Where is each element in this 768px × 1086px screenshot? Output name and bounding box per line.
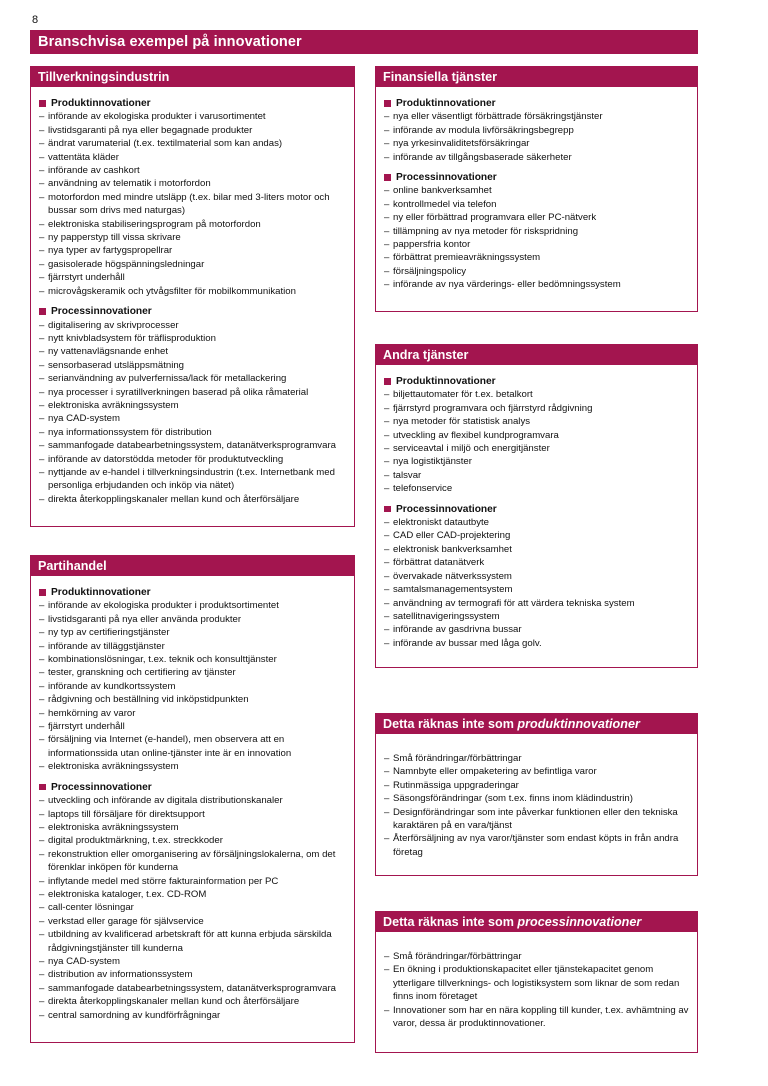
list-item: – verkstad eller garage för självservice [39,915,350,928]
list-item: – elektroniska stabiliseringsprogram på motorfordon [39,218,350,231]
list-item: – hemkörning av varor [39,707,350,720]
list-item: – direkta återkopplingskanaler mellan kund och återförsäljare [39,995,350,1008]
title-part: som [484,915,518,929]
list-item: – telefonservice [384,482,693,495]
section-title: Produktinnovationer [39,97,350,110]
list-item: – rekonstruktion eller omorganisering av försäljningslokalerna, om det förenklar inköpen för kunderna [39,848,350,875]
list-item: – användning av termografi för att värdera tekniska system [384,597,693,610]
list-item: – vattentäta kläder [39,151,350,164]
list-item: – utbildning av kvalificerad arbetskraft för att kunna erbjuda särskilda rådgivningstjänster till kunderna [39,928,350,955]
list-item: – nya typer av fartygspropellrar [39,244,350,257]
box-inte-process [375,911,698,1053]
list-item: – nya metoder för statistisk analys [384,415,693,428]
box-partihandel [30,555,355,1043]
page-number: 8 [32,14,39,26]
item-list [384,752,693,859]
list-item: – laptops till försäljare för direktsupport [39,808,350,821]
list-item: – införande av ekologiska produkter i varusortimentet [39,110,350,123]
list-item: – införande av kundkortssystem [39,680,350,693]
list-item: – fjärrstyrt underhåll [39,720,350,733]
section-title: Produktinnovationer [384,97,693,110]
list-item: – microvågskeramik och ytvågsfilter för mobilkommunikation [39,285,350,298]
section-title: Produktinnovationer [39,586,350,599]
list-item: – nytt knivbladsystem för träflisproduktion [39,332,350,345]
list-item: – elektroniskt datautbyte [384,516,693,529]
list-item: – rådgivning och beställning vid inköpstidpunkten [39,693,350,706]
list-item: – förbättrat datanätverk [384,556,693,569]
list-item: – införande av tilläggstjänster [39,640,350,653]
list-item: – CAD eller CAD-projektering [384,529,693,542]
list-item: – sensorbaserad utsläppsmätning [39,359,350,372]
list-item: – Designförändringar som inte påverkar funktionen eller den tekniska karaktären på en vara/tjänst [384,806,693,833]
list-item: – nya CAD-system [39,412,350,425]
item-list [384,388,693,495]
section-title: Processinnovationer [384,503,693,516]
title-part: Detta räknas [383,915,463,929]
list-item: – införande av bussar med låga golv. [384,637,693,650]
list-item: – satellitnavigeringssystem [384,610,693,623]
section-title: Processinnovationer [384,171,693,184]
title-part: som [484,717,518,731]
list-item: – elektroniska avräkningssystem [39,399,350,412]
list-item: – Namnbyte eller ompaketering av befintliga varor [384,765,693,778]
list-item: – införande av modula livförsäkringsbegrepp [384,124,693,137]
list-item: – införande av ekologiska produkter i produktsortimentet [39,599,350,612]
list-item: – online bankverksamhet [384,184,693,197]
list-item: – ny papperstyp till vissa skrivare [39,231,350,244]
list-item: – distribution av informationssystem [39,968,350,981]
box-title: Andra tjänster [375,345,698,365]
list-item: – ändrat varumaterial (t.ex. textilmaterial som kan andas) [39,137,350,150]
list-item: – samtalsmanagementsystem [384,583,693,596]
list-item: – pappersfria kontor [384,238,693,251]
list-item: – Återförsäljning av nya varor/tjänster som endast köpts in från andra företag [384,832,693,859]
list-item: – nya informationssystem för distribution [39,426,350,439]
list-item: – utveckling och införande av digitala distributionskanaler [39,794,350,807]
box-finansiella [375,66,698,312]
list-item: – nya processer i syratillverkningen baserad på olika råmaterial [39,386,350,399]
item-list [39,599,350,773]
title-part: processinnovationer [517,915,642,929]
list-item: – Innovationer som har en nära koppling till kunder, t.ex. avhämtning av varor, dessa är produktinnovationer. [384,1004,693,1031]
list-item: – digital produktmärkning, t.ex. streckkoder [39,834,350,847]
list-item: – digitalisering av skrivprocesser [39,319,350,332]
box-title: Tillverkningsindustrin [30,67,355,87]
item-list [384,110,693,164]
list-item: – livstidsgaranti på nya eller använda produkter [39,613,350,626]
item-list [384,184,693,291]
list-item: – Rutinmässiga uppgraderingar [384,779,693,792]
list-item: – nyttjande av e-handel i tillverkningsindustrin (t.ex. Internetbank med personliga erbjudanden och inköp via nätet) [39,466,350,493]
list-item: – En ökning i produktionskapacitet eller tjänstekapacitet genom ytterligare tillverknings- och logistiksystem som liknar de som redan finns inom företaget [384,963,693,1003]
list-item: – elektroniska avräkningssystem [39,821,350,834]
list-item: – motorfordon med mindre utsläpp (t.ex. bilar med 3-liters motor och bussar som drivs med naturgas) [39,191,350,218]
list-item: – sammanfogade databearbetningssystem, datanätverksprogramvara [39,982,350,995]
list-item: – införande av nya värderings- eller bedömningssystem [384,278,693,291]
title-part: inte [462,717,485,731]
list-item: – elektroniska avräkningssystem [39,760,350,773]
box-title [375,912,698,932]
section-title: Produktinnovationer [384,375,693,388]
list-item: – kontrollmedel via telefon [384,198,693,211]
list-item: – tillämpning av nya metoder för riskspridning [384,225,693,238]
list-item: – kombinationslösningar, t.ex. teknik och konsulttjänster [39,653,350,666]
list-item: – Små förändringar/förbättringar [384,752,693,765]
list-item: – direkta återkopplingskanaler mellan kund och återförsäljare [39,493,350,506]
list-item: – fjärrstyrd programvara och fjärrstyrd rådgivning [384,402,693,415]
section-title: Processinnovationer [39,781,350,794]
list-item: – övervakade nätverkssystem [384,570,693,583]
box-inte-produkt [375,713,698,876]
list-item: – tester, granskning och certifiering av tjänster [39,666,350,679]
list-item: – försäljning via Internet (e-handel), men observera att en informationssida utan online-tjänster inte är en innovation [39,733,350,760]
title-part: Detta räknas [383,717,463,731]
box-title: Partihandel [30,556,355,576]
list-item: – nya eller väsentligt förbättrade försäkringstjänster [384,110,693,123]
list-item: – förbättrat premieavräkningssystem [384,251,693,264]
list-item: – nya yrkesinvaliditetsförsäkringar [384,137,693,150]
list-item: – serianvändning av pulverfernissa/lack för metallackering [39,372,350,385]
list-item: – Säsongsförändringar (som t.ex. finns inom klädindustrin) [384,792,693,805]
list-item: – inflytande medel med större fakturainformation per PC [39,875,350,888]
list-item: – nya CAD-system [39,955,350,968]
list-item: – elektroniska kataloger, t.ex. CD-ROM [39,888,350,901]
list-item: – utveckling av flexibel kundprogramvara [384,429,693,442]
title-part: produktinnovationer [517,717,640,731]
list-item: – elektronisk bankverksamhet [384,543,693,556]
list-item: – införande av tillgångsbaserade säkerheter [384,151,693,164]
list-item: – ny eller förbättrad programvara eller PC-nätverk [384,211,693,224]
list-item: – införande av datorstödda metoder för produktutveckling [39,453,350,466]
list-item: – införande av cashkort [39,164,350,177]
list-item: – livstidsgaranti på nya eller begagnade produkter [39,124,350,137]
box-title [375,714,698,734]
item-list [39,319,350,507]
list-item: – serviceavtal i miljö och energitjänster [384,442,693,455]
item-list [384,950,693,1030]
item-list [384,516,693,650]
box-andra [375,344,698,668]
list-item: – central samordning av kundförfrågningar [39,1009,350,1022]
list-item: – call-center lösningar [39,901,350,914]
list-item: – ny typ av certifieringstjänster [39,626,350,639]
section-title: Processinnovationer [39,305,350,318]
box-title: Finansiella tjänster [375,67,698,87]
item-list [39,110,350,298]
list-item: – talsvar [384,469,693,482]
main-title: Branschvisa exempel på innovationer [30,30,698,54]
list-item: – biljettautomater för t.ex. betalkort [384,388,693,401]
list-item: – Små förändringar/förbättringar [384,950,693,963]
list-item: – nya logistiktjänster [384,455,693,468]
list-item: – försäljningspolicy [384,265,693,278]
title-part: inte [462,915,485,929]
list-item: – införande av gasdrivna bussar [384,623,693,636]
list-item: – användning av telematik i motorfordon [39,177,350,190]
list-item: – sammanfogade databearbetningssystem, datanätverksprogramvara [39,439,350,452]
list-item: – fjärrstyrt underhåll [39,271,350,284]
box-tillverkning [30,66,355,527]
list-item: – ny vattenavlägsnande enhet [39,345,350,358]
list-item: – gasisolerade högspänningsledningar [39,258,350,271]
item-list [39,794,350,1022]
